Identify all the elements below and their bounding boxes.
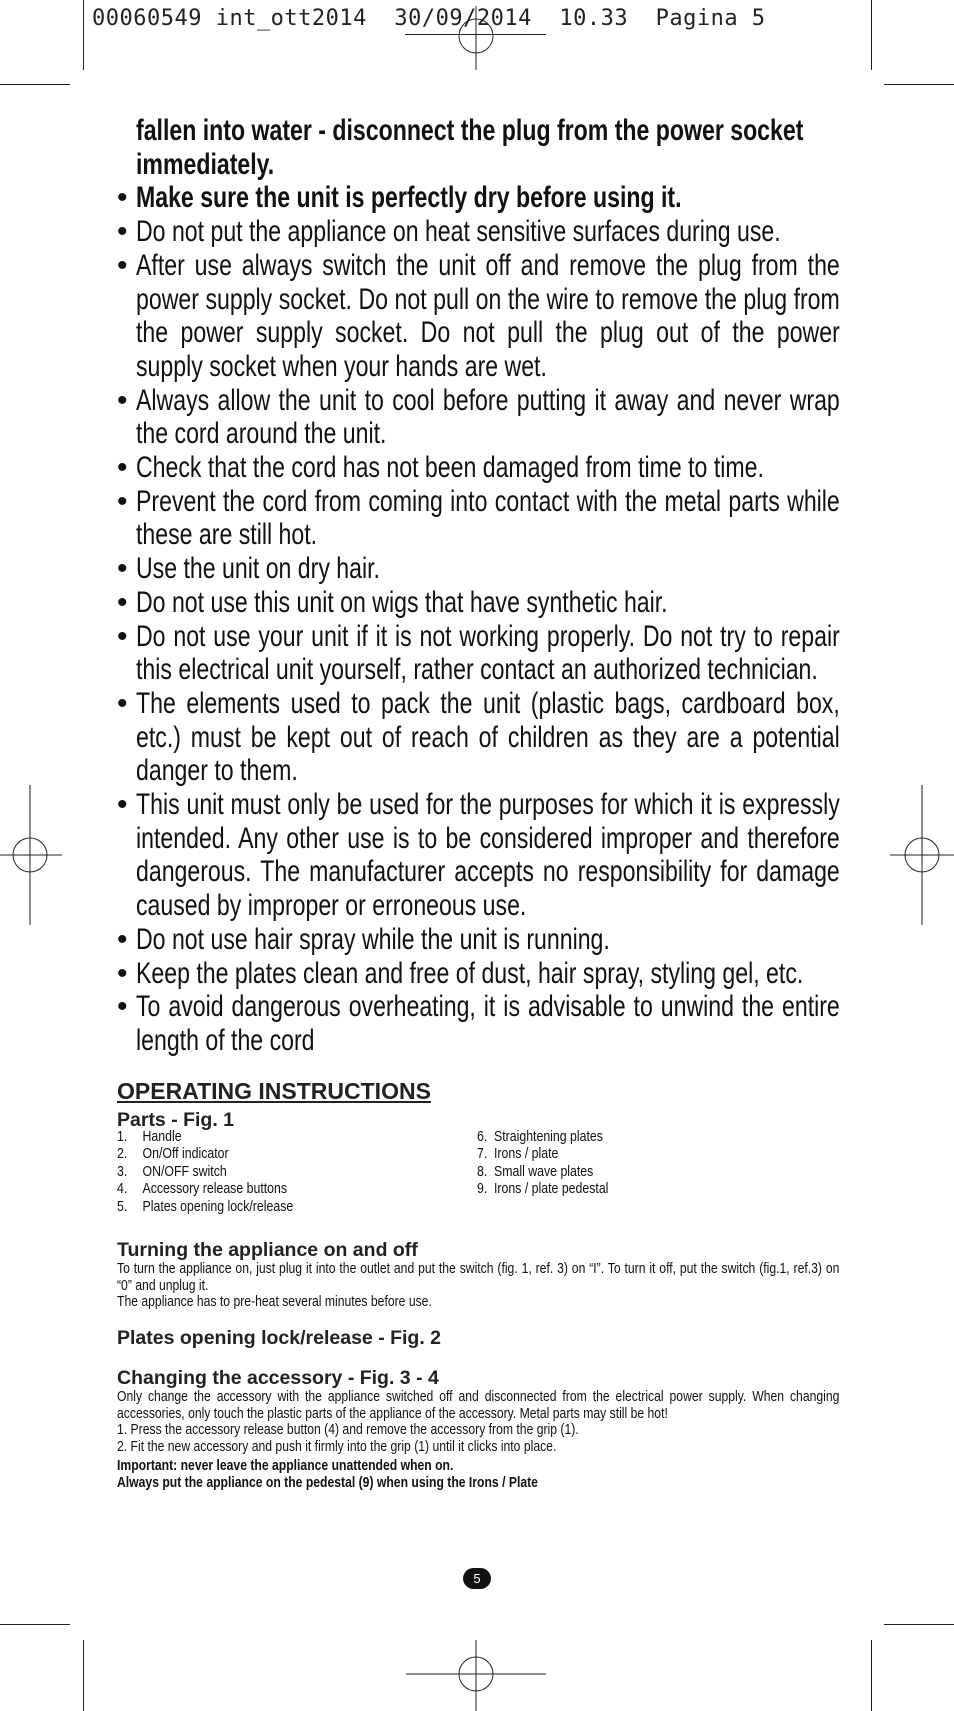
changing-step-1: 1. Press the accessory release button (4) and remove the accessory from the grip (1). — [117, 1422, 579, 1439]
parts-column-left — [117, 1129, 477, 1217]
safety-item-text: Keep the plates clean and free of dust, hair spray, styling gel, etc. — [136, 956, 804, 990]
safety-list-item — [117, 485, 839, 552]
safety-list-item — [117, 451, 839, 485]
bullet-mark: • — [117, 956, 128, 990]
changing-accessory-title: Changing the accessory - Fig. 3 - 4 — [117, 1367, 439, 1390]
part-label: Plates opening lock/release — [142, 1198, 294, 1215]
part-item — [117, 1164, 423, 1182]
bullet-mark: • — [117, 788, 128, 822]
bullet-mark: • — [117, 181, 128, 215]
part-item — [117, 1129, 423, 1147]
bullet-mark: • — [117, 922, 128, 956]
safety-list — [117, 181, 839, 1057]
safety-item-text: After use always switch the unit off and remove the plug from the power supply socket. Do not pull on the wire to remove the plug from the power supply socket. Do not pull the plug out of the power supply socket when your hands are wet. — [136, 248, 840, 383]
part-label: Irons / plate — [494, 1146, 559, 1163]
part-item — [477, 1129, 783, 1147]
safety-item-text: Do not use this unit on wigs that have synthetic hair. — [136, 585, 668, 619]
part-label: Accessory release buttons — [142, 1181, 288, 1198]
turning-title: Turning the appliance on and off — [117, 1239, 418, 1262]
safety-list-item — [117, 586, 839, 620]
safety-item-text: This unit must only be used for the purposes for which it is expressly intended. Any other use is to be considered improper and therefore dangerous. The manufacturer accepts no responsibility for damage caused by improper or erroneous use. — [136, 788, 840, 923]
safety-list-item — [117, 990, 839, 1057]
part-label: Small wave plates — [494, 1163, 594, 1180]
safety-item-text: Prevent the cord from coming into contact with the metal parts while these are still hot. — [136, 484, 840, 552]
safety-list-item — [117, 957, 839, 991]
part-label: Straightening plates — [494, 1128, 603, 1145]
safety-list-item — [117, 923, 839, 957]
safety-list-item — [117, 620, 839, 687]
registration-mark-bottom — [406, 1640, 546, 1711]
safety-item-text: Always allow the unit to cool before putting it away and never wrap the cord around the unit. — [136, 383, 840, 451]
plates-lock-title: Plates opening lock/release - Fig. 2 — [117, 1327, 442, 1350]
crop-mark — [871, 0, 872, 70]
parts-title: Parts - Fig. 1 — [117, 1108, 235, 1131]
bullet-mark: • — [117, 552, 128, 586]
crop-mark — [871, 1640, 872, 1711]
print-time: 10.33 — [559, 6, 629, 31]
safety-list-item — [117, 249, 839, 384]
safety-list-item — [117, 215, 839, 249]
page-label: Pagina 5 — [655, 6, 766, 31]
bullet-mark: • — [117, 451, 128, 485]
bullet-mark: • — [117, 215, 128, 249]
part-label: ON/OFF switch — [142, 1163, 227, 1180]
crop-mark — [884, 84, 954, 85]
file-code: 00060549 int_ott2014 — [92, 6, 367, 31]
print-date: 30/09/2014 — [394, 6, 532, 31]
changing-paragraph: Only change the accessory with the appliance switched off and disconnected from the electrical power supply. When changing accessories, only touch the plastic parts of the appliance of the accessory. Metal parts may still be hot! — [117, 1389, 840, 1422]
crop-mark — [83, 1640, 84, 1711]
part-item — [117, 1181, 423, 1199]
part-item — [477, 1164, 783, 1182]
safety-item-text: Do not put the appliance on heat sensitive surfaces during use. — [136, 215, 781, 249]
operating-instructions-title: OPERATING INSTRUCTIONS — [117, 1077, 431, 1104]
part-label: Irons / plate pedestal — [494, 1181, 609, 1198]
part-number: 9. — [477, 1181, 488, 1198]
registration-mark-left — [0, 785, 62, 925]
part-number: 4. — [117, 1181, 128, 1198]
crop-mark — [0, 84, 70, 85]
part-number: 8. — [477, 1163, 488, 1180]
part-number: 6. — [477, 1128, 488, 1145]
parts-list — [117, 1129, 839, 1217]
turning-paragraph: To turn the appliance on, just plug it into the outlet and put the switch (fig. 1, ref. 3) on “I”. To turn it off, put the switch (fig.1, ref.3) on “0” and unplug it. — [117, 1261, 840, 1294]
safety-item-text: Do not use hair spray while the unit is running. — [136, 922, 610, 956]
part-label: Handle — [142, 1128, 182, 1145]
safety-item-text: The elements used to pack the unit (plastic bags, cardboard box, etc.) must be kept out of reach of children as they are a potential danger to them. — [136, 686, 840, 788]
important-note-1: Important: never leave the appliance unattended when on. — [117, 1458, 454, 1475]
part-item — [117, 1146, 423, 1164]
safety-item-text: Check that the cord has not been damaged from time to time. — [136, 451, 764, 485]
crop-mark — [0, 1624, 70, 1625]
part-item — [477, 1146, 783, 1164]
safety-list-item — [117, 552, 839, 586]
part-label: On/Off indicator — [142, 1146, 229, 1163]
crop-mark — [83, 0, 84, 70]
page-number-badge: 5 — [463, 1568, 491, 1589]
turning-preheat-note: The appliance has to pre-heat several minutes before use. — [117, 1294, 432, 1310]
safety-lead-text: fallen into water - disconnect the plug from the power socket immediately. — [136, 114, 804, 181]
page-content — [117, 114, 839, 1492]
part-number: 3. — [117, 1163, 128, 1180]
safety-list-item — [117, 788, 839, 923]
safety-list-item — [117, 687, 839, 788]
parts-column-right — [477, 1129, 837, 1217]
safety-list-item — [117, 384, 839, 451]
bullet-mark: • — [117, 585, 128, 619]
part-number: 1. — [117, 1128, 128, 1145]
bullet-mark: • — [117, 990, 128, 1024]
part-number: 7. — [477, 1146, 488, 1163]
bullet-mark: • — [117, 484, 128, 518]
safety-item-text: Use the unit on dry hair. — [136, 552, 380, 586]
bullet-mark: • — [117, 686, 128, 720]
part-number: 5. — [117, 1198, 128, 1215]
changing-step-2: 2. Fit the new accessory and push it firmly into the grip (1) until it clicks into place. — [117, 1438, 557, 1455]
safety-item-text: Make sure the unit is perfectly dry before using it. — [136, 181, 682, 215]
registration-mark-top — [406, 6, 546, 70]
safety-list-item — [117, 181, 839, 215]
safety-section — [117, 114, 839, 1058]
bullet-mark: • — [117, 619, 128, 653]
safety-item-text: Do not use your unit if it is not working properly. Do not try to repair this electrical unit yourself, rather contact an authorized technician. — [136, 619, 840, 687]
safety-item-text: To avoid dangerous overheating, it is advisable to unwind the entire length of the cord — [136, 990, 840, 1057]
registration-mark-right — [890, 785, 954, 925]
part-item — [477, 1181, 783, 1199]
part-number: 2. — [117, 1146, 128, 1163]
crop-mark — [884, 1624, 954, 1625]
important-note-2: Always put the appliance on the pedestal (9) when using the Irons / Plate — [117, 1475, 538, 1492]
bullet-mark: • — [117, 248, 128, 282]
part-item — [117, 1199, 423, 1217]
bullet-mark: • — [117, 383, 128, 417]
